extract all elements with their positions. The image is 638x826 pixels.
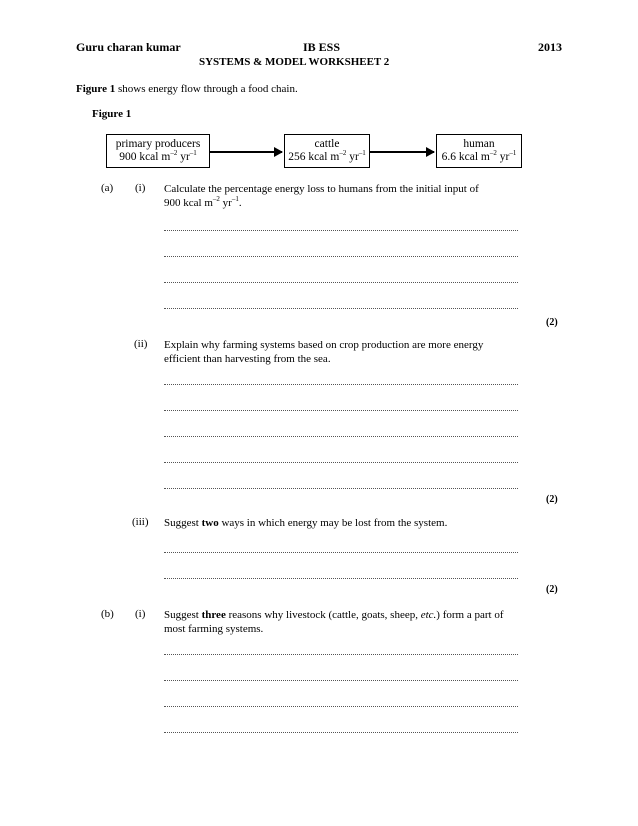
intro-sentence: shows energy flow through a food chain.: [115, 83, 298, 95]
box-primary-producers: [106, 134, 210, 168]
question-a-i-line2: 900 kcal $m^{-2}$ $yr^{-1}$.: [164, 195, 242, 209]
answer-line[interactable]: [164, 436, 518, 437]
intro-text: [76, 83, 298, 95]
figure-label: Figure 1: [92, 108, 132, 120]
emphasis-etc: etc.: [420, 609, 437, 621]
question-b-i-text: Suggest three reasons why livestock (cattle, goats, sheep, etc.) form a part of most farming systems.: [164, 609, 504, 635]
answer-line[interactable]: [164, 654, 518, 655]
question-a-i-number: (i): [135, 182, 146, 194]
answer-line[interactable]: [164, 552, 518, 553]
box-human-name: human: [463, 138, 495, 150]
question-a-ii-text: Explain why farming systems based on crop production are more energy efficient than harvesting from the sea.: [164, 339, 484, 365]
answer-line[interactable]: [164, 308, 518, 309]
answer-line[interactable]: [164, 256, 518, 257]
marks-a-ii: (2): [546, 494, 558, 505]
marks-a-i: (2): [546, 317, 558, 328]
question-a-iii-text: Suggest two ways in which energy may be lost from the system.: [164, 517, 448, 529]
emphasis-three: three: [201, 609, 226, 621]
intro-figure-ref: Figure 1: [76, 83, 116, 95]
answer-line[interactable]: [164, 410, 518, 411]
worksheet-title: SYSTEMS & MODEL WORKSHEET 2: [199, 56, 390, 68]
answer-line[interactable]: [164, 578, 518, 579]
question-b-label: (b): [101, 608, 114, 620]
box-primary-producers-value: 900 kcal $m^{-2}$ $yr^{-1}$: [119, 149, 197, 163]
answer-line[interactable]: [164, 282, 518, 283]
box-primary-producers-name: primary producers: [115, 138, 201, 150]
question-b-i-number: (i): [135, 608, 146, 620]
answer-line[interactable]: [164, 462, 518, 463]
box-cattle: [284, 134, 370, 168]
answer-line[interactable]: [164, 488, 518, 489]
author-name: Guru charan kumar: [76, 40, 181, 54]
answer-line[interactable]: [164, 732, 518, 733]
marks-a-iii: (2): [546, 584, 558, 595]
question-a-iii-number: (iii): [132, 516, 149, 528]
question-a-i-line1: Calculate the percentage energy loss to humans from the initial input of: [164, 183, 479, 195]
question-a-i-text: [164, 182, 519, 210]
box-human-value: 6.6 kcal $m^{-2}$ $yr^{-1}$: [441, 149, 517, 163]
answer-line[interactable]: [164, 384, 518, 385]
box-cattle-value: 256 kcal $m^{-2}$ $yr^{-1}$: [288, 149, 366, 163]
arrow-cattle-to-human: [370, 151, 434, 153]
box-cattle-name: cattle: [314, 138, 340, 150]
answer-line[interactable]: [164, 230, 518, 231]
question-a-label: (a): [101, 182, 114, 194]
arrow-producers-to-cattle: [210, 151, 282, 153]
emphasis-two: two: [201, 517, 219, 529]
year: 2013: [538, 40, 562, 54]
question-a-ii-number: (ii): [134, 338, 148, 350]
box-human: [436, 134, 522, 168]
answer-line[interactable]: [164, 680, 518, 681]
course-title: IB ESS: [303, 40, 341, 54]
answer-line[interactable]: [164, 706, 518, 707]
